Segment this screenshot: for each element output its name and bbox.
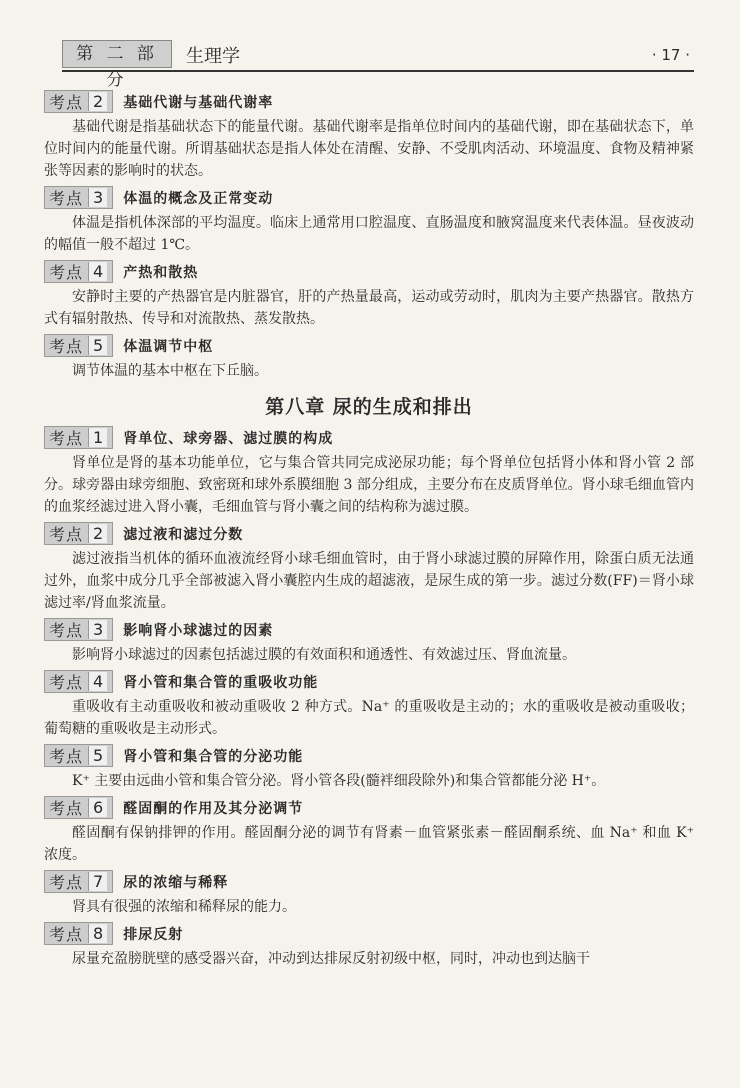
kaodian-badge-word: 考点 — [49, 525, 84, 544]
page-content — [44, 86, 694, 972]
kaodian-heading — [44, 185, 694, 210]
kaodian-badge — [44, 870, 113, 893]
kaodian-paragraph: 体温是指机体深部的平均温度。临床上通常用口腔温度、直肠温度和腋窝温度来代表体温。昼夜波动的幅值一般不超过 1℃。 — [44, 215, 694, 253]
kaodian-heading — [44, 617, 694, 642]
kaodian-heading — [44, 869, 694, 894]
kaodian-paragraph: 安静时主要的产热器官是内脏器官，肝的产热量最高，运动或劳动时，肌肉为主要产热器官。散热方式有辐射散热、传导和对流散热、蒸发散热。 — [44, 289, 694, 327]
kaodian-badge-word: 考点 — [49, 799, 84, 818]
chapter-title: 第八章 尿的生成和排出 — [265, 396, 473, 418]
kaodian-badge — [44, 90, 113, 113]
kaodian-badge-word: 考点 — [49, 263, 84, 282]
kaodian-title: 排尿反射 — [123, 926, 184, 943]
page-header — [62, 38, 694, 90]
section-list — [44, 89, 694, 382]
kaodian-heading — [44, 795, 694, 820]
kaodian-badge-word: 考点 — [49, 429, 84, 448]
kaodian-paragraph: 基础代谢是指基础状态下的能量代谢。基础代谢率是指单位时间内的基础代谢，即在基础状态下，单位时间内的能量代谢。所谓基础状态是指人体处在清醒、安静、不受肌肉活动、环境温度、食物及精神紧张等因素的影响时的状态。 — [44, 119, 694, 179]
kaodian-badge-word: 考点 — [49, 621, 84, 640]
kaodian-title: 影响肾小球滤过的因素 — [123, 622, 274, 639]
kaodian-badge — [44, 260, 113, 283]
kaodian-badge-number: 3 — [88, 620, 107, 639]
kaodian-title: 体温调节中枢 — [123, 338, 214, 355]
kaodian-badge-number: 6 — [88, 798, 107, 817]
kaodian-title: 基础代谢与基础代谢率 — [123, 94, 274, 111]
kaodian-badge-number: 3 — [88, 188, 107, 207]
kaodian-title: 滤过液和滤过分数 — [123, 526, 244, 543]
kaodian-badge — [44, 426, 113, 449]
kaodian-badge — [44, 186, 113, 209]
chapter-section-list — [44, 425, 694, 970]
kaodian-badge — [44, 922, 113, 945]
kaodian-badge — [44, 618, 113, 641]
kaodian-badge — [44, 522, 113, 545]
kaodian-heading — [44, 89, 694, 114]
kaodian-badge-word: 考点 — [49, 873, 84, 892]
kaodian-paragraph: 滤过液指当机体的循环血液流经肾小球毛细血管时，由于肾小球滤过膜的屏障作用，除蛋白质无法通过外，血浆中成分几乎全部被滤入肾小囊腔内生成的超滤液，是尿生成的第一步。滤过分数(FF)＝肾小球滤过率/肾血浆流量。 — [44, 551, 694, 611]
kaodian-badge — [44, 796, 113, 819]
kaodian-badge — [44, 334, 113, 357]
kaodian-heading — [44, 333, 694, 358]
kaodian-paragraph: 重吸收有主动重吸收和被动重吸收 2 种方式。Na⁺ 的重吸收是主动的；水的重吸收是被动重吸收；葡萄糖的重吸收是主动形式。 — [44, 699, 694, 737]
kaodian-title: 体温的概念及正常变动 — [123, 190, 274, 207]
kaodian-badge-word: 考点 — [49, 93, 84, 112]
kaodian-badge-word: 考点 — [49, 925, 84, 944]
kaodian-badge-number: 5 — [88, 746, 107, 765]
kaodian-badge-number: 1 — [88, 428, 107, 447]
kaodian-title: 肾小管和集合管的重吸收功能 — [123, 674, 319, 691]
kaodian-heading — [44, 743, 694, 768]
kaodian-heading — [44, 921, 694, 946]
kaodian-heading — [44, 259, 694, 284]
kaodian-paragraph: K⁺ 主要由远曲小管和集合管分泌。肾小管各段(髓袢细段除外)和集合管都能分泌 H⁺。 — [72, 773, 606, 789]
kaodian-title: 产热和散热 — [123, 264, 199, 281]
kaodian-heading — [44, 425, 694, 450]
kaodian-badge-number: 4 — [88, 672, 107, 691]
kaodian-paragraph: 肾具有很强的浓缩和稀释尿的能力。 — [72, 899, 296, 915]
kaodian-paragraph: 调节体温的基本中枢在下丘脑。 — [72, 363, 268, 379]
kaodian-badge — [44, 670, 113, 693]
page-number: · 17 · — [651, 46, 690, 64]
kaodian-badge-number: 8 — [88, 924, 107, 943]
kaodian-title: 肾小管和集合管的分泌功能 — [123, 748, 304, 765]
kaodian-badge-number: 2 — [88, 92, 107, 111]
part-label: 第 二 部 分 — [62, 40, 172, 68]
kaodian-badge-number: 7 — [88, 872, 107, 891]
kaodian-badge-number: 4 — [88, 262, 107, 281]
subject-title: 生理学 — [186, 46, 240, 67]
kaodian-paragraph: 肾单位是肾的基本功能单位，它与集合管共同完成泌尿功能；每个肾单位包括肾小体和肾小管 2 部分。球旁器由球旁细胞、致密斑和球外系膜细胞 3 部分组成，主要分布在皮质肾单位。肾小球毛细血管内的血浆经滤过进入肾小囊，毛细血管与肾小囊之间的结构称为滤过膜。 — [44, 455, 694, 515]
kaodian-badge-number: 5 — [88, 336, 107, 355]
kaodian-badge-word: 考点 — [49, 337, 84, 356]
kaodian-title: 肾单位、球旁器、滤过膜的构成 — [123, 430, 334, 447]
kaodian-title: 醛固酮的作用及其分泌调节 — [123, 800, 304, 817]
kaodian-badge-word: 考点 — [49, 747, 84, 766]
kaodian-badge-number: 2 — [88, 524, 107, 543]
kaodian-heading — [44, 521, 694, 546]
kaodian-paragraph: 影响肾小球滤过的因素包括滤过膜的有效面积和通透性、有效滤过压、肾血流量。 — [72, 647, 576, 663]
kaodian-paragraph: 醛固酮有保钠排钾的作用。醛固酮分泌的调节有肾素－血管紧张素－醛固酮系统、血 Na⁺ 和血 K⁺ 浓度。 — [44, 825, 694, 863]
kaodian-badge-word: 考点 — [49, 673, 84, 692]
kaodian-title: 尿的浓缩与稀释 — [123, 874, 229, 891]
kaodian-heading — [44, 669, 694, 694]
kaodian-badge — [44, 744, 113, 767]
kaodian-paragraph: 尿量充盈膀胱壁的感受器兴奋，冲动到达排尿反射初级中枢，同时，冲动也到达脑干 — [72, 951, 590, 967]
kaodian-badge-word: 考点 — [49, 189, 84, 208]
